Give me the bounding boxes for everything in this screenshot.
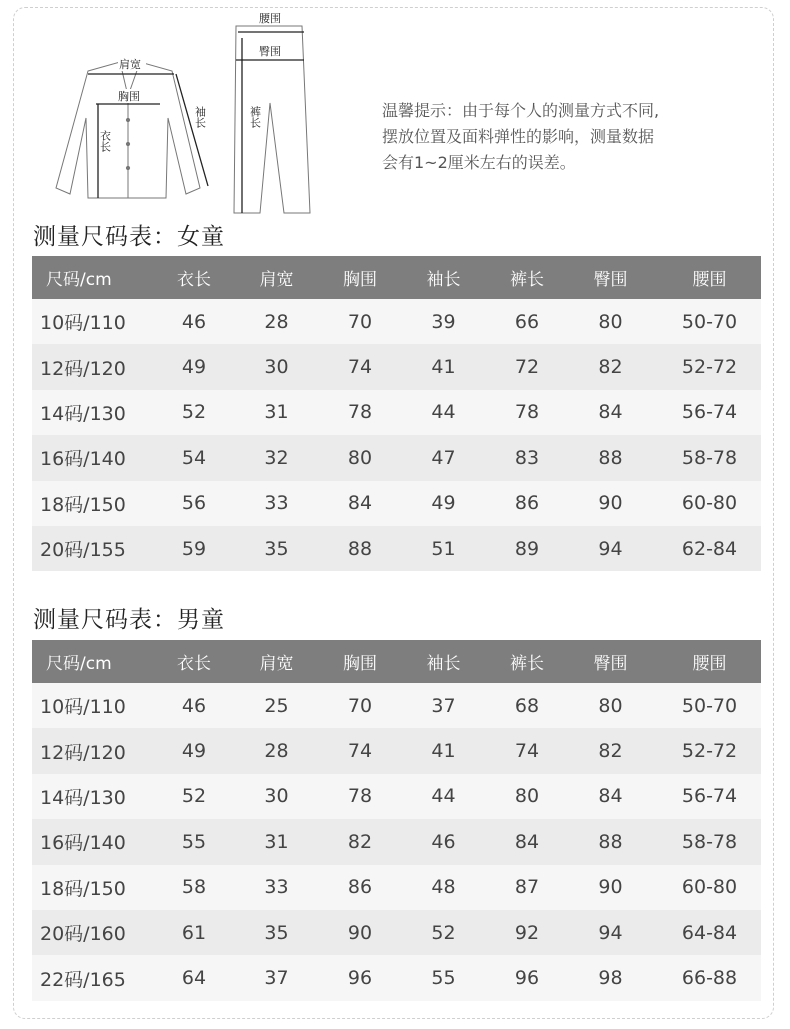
boys-table-title: 测量尺码表：男童 xyxy=(33,607,225,633)
table-row xyxy=(32,774,761,819)
table-cell: 20码/160 xyxy=(40,923,126,946)
table-row xyxy=(32,435,761,480)
column-header: 腰围 xyxy=(692,270,727,290)
table-cell: 60-80 xyxy=(681,492,738,515)
table-cell: 52 xyxy=(181,785,207,808)
table-cell: 44 xyxy=(431,785,456,808)
table-cell: 46 xyxy=(181,310,207,333)
table-row xyxy=(32,955,761,1000)
table-cell: 66 xyxy=(514,310,540,333)
table-cell: 64 xyxy=(181,967,207,990)
table-cell: 18码/150 xyxy=(40,493,126,516)
table-cell: 84 xyxy=(598,401,623,424)
column-header: 胸围 xyxy=(343,654,377,674)
table-cell: 48 xyxy=(431,876,456,899)
table-cell: 50-70 xyxy=(681,310,738,333)
table-row xyxy=(32,728,761,773)
table-row xyxy=(32,344,761,389)
table-cell: 58-78 xyxy=(681,830,738,853)
table-cell: 56-74 xyxy=(681,401,738,424)
table-cell: 72 xyxy=(514,356,540,379)
table-row xyxy=(32,526,761,571)
column-header: 裤长 xyxy=(510,654,544,674)
column-header: 衣长 xyxy=(177,654,211,674)
table-row xyxy=(32,910,761,955)
table-cell: 18码/150 xyxy=(40,877,126,900)
table-cell: 80 xyxy=(598,694,623,717)
table-cell: 70 xyxy=(347,694,373,717)
table-cell: 80 xyxy=(598,310,623,333)
table-cell: 14码/130 xyxy=(40,402,126,425)
table-cell: 94 xyxy=(598,537,623,560)
table-cell: 12码/120 xyxy=(40,357,126,380)
label-chest: 胸围 xyxy=(118,90,140,103)
table-cell: 89 xyxy=(514,537,540,560)
table-cell: 62-84 xyxy=(681,537,738,560)
table-cell: 92 xyxy=(514,921,540,944)
table-cell: 87 xyxy=(514,876,540,899)
table-cell: 52 xyxy=(181,401,207,424)
table-cell: 90 xyxy=(598,492,623,515)
table-cell: 39 xyxy=(431,310,456,333)
label-shoulder: 肩宽 xyxy=(119,58,141,71)
column-header: 裤长 xyxy=(510,270,544,290)
table-cell: 80 xyxy=(347,446,373,469)
table-cell: 98 xyxy=(598,967,623,990)
column-header: 臀围 xyxy=(593,654,628,674)
table-cell: 90 xyxy=(347,921,373,944)
table-cell: 52 xyxy=(431,921,456,944)
table-cell: 25 xyxy=(264,694,289,717)
table-cell: 50-70 xyxy=(681,694,738,717)
table-cell: 84 xyxy=(347,492,373,515)
table-cell: 49 xyxy=(181,740,207,763)
table-cell: 46 xyxy=(431,830,456,853)
table-cell: 59 xyxy=(181,537,207,560)
table-cell: 35 xyxy=(264,537,289,560)
table-header-row xyxy=(32,640,761,683)
table-cell: 30 xyxy=(264,785,289,808)
table-cell: 49 xyxy=(181,356,207,379)
table-cell: 37 xyxy=(264,967,289,990)
girls-size-table xyxy=(32,256,761,571)
table-cell: 20码/155 xyxy=(40,539,126,562)
table-cell: 60-80 xyxy=(681,876,738,899)
table-cell: 33 xyxy=(264,876,289,899)
table-header-row xyxy=(32,256,761,299)
table-cell: 82 xyxy=(347,830,373,853)
table-cell: 96 xyxy=(347,967,373,990)
table-cell: 64-84 xyxy=(681,921,738,944)
table-cell: 10码/110 xyxy=(40,312,126,335)
table-row xyxy=(32,819,761,864)
column-header: 尺码/cm xyxy=(46,270,112,290)
table-row xyxy=(32,865,761,910)
label-sleeve: 袖长 xyxy=(193,106,207,128)
label-waist: 腰围 xyxy=(259,12,281,25)
sleeve-line xyxy=(176,74,208,186)
table-cell: 28 xyxy=(264,310,289,333)
table-cell: 56 xyxy=(181,492,207,515)
tip-line: 摆放位置及面料弹性的影响，测量数据 xyxy=(382,127,655,146)
table-cell: 14码/130 xyxy=(40,786,126,809)
tip-line: 会有1~2厘米左右的误差。 xyxy=(382,153,576,172)
table-cell: 56-74 xyxy=(681,785,738,808)
table-row xyxy=(32,481,761,526)
table-cell: 90 xyxy=(598,876,623,899)
label-hip: 臀围 xyxy=(259,45,281,58)
table-cell: 58-78 xyxy=(681,446,738,469)
column-header: 肩宽 xyxy=(259,270,294,290)
table-cell: 31 xyxy=(264,401,289,424)
column-header: 胸围 xyxy=(343,270,377,290)
table-cell: 35 xyxy=(264,921,289,944)
table-cell: 22码/165 xyxy=(40,968,126,991)
table-row xyxy=(32,299,761,344)
table-cell: 32 xyxy=(264,446,289,469)
table-cell: 55 xyxy=(181,830,207,853)
table-cell: 54 xyxy=(181,446,207,469)
column-header: 尺码/cm xyxy=(46,654,112,674)
table-row xyxy=(32,390,761,435)
table-cell: 88 xyxy=(598,446,623,469)
table-cell: 49 xyxy=(431,492,456,515)
table-cell: 70 xyxy=(347,310,373,333)
table-cell: 46 xyxy=(181,694,207,717)
table-cell: 44 xyxy=(431,401,456,424)
table-cell: 41 xyxy=(431,740,456,763)
table-cell: 86 xyxy=(347,876,373,899)
table-cell: 12码/120 xyxy=(40,741,126,764)
table-row xyxy=(32,683,761,728)
measurement-tip xyxy=(382,98,732,176)
table-cell: 52-72 xyxy=(681,740,738,763)
measurement-diagram xyxy=(40,8,340,223)
table-cell: 96 xyxy=(514,967,540,990)
table-cell: 31 xyxy=(264,830,289,853)
table-cell: 78 xyxy=(514,401,540,424)
table-cell: 68 xyxy=(514,694,540,717)
table-cell: 78 xyxy=(347,401,373,424)
table-cell: 80 xyxy=(514,785,540,808)
table-cell: 78 xyxy=(347,785,373,808)
table-cell: 33 xyxy=(264,492,289,515)
column-header: 臀围 xyxy=(593,270,628,290)
table-cell: 88 xyxy=(347,537,373,560)
table-cell: 74 xyxy=(514,740,540,763)
table-cell: 55 xyxy=(431,967,456,990)
table-cell: 16码/140 xyxy=(40,448,126,471)
column-header: 衣长 xyxy=(177,270,211,290)
table-cell: 16码/140 xyxy=(40,832,126,855)
table-cell: 74 xyxy=(347,740,373,763)
table-cell: 66-88 xyxy=(681,967,738,990)
table-cell: 82 xyxy=(598,740,623,763)
table-cell: 51 xyxy=(431,537,456,560)
table-cell: 28 xyxy=(264,740,289,763)
column-header: 腰围 xyxy=(692,654,727,674)
label-pants-length: 裤长 xyxy=(248,106,262,128)
table-cell: 41 xyxy=(431,356,456,379)
table-cell: 52-72 xyxy=(681,356,738,379)
table-cell: 88 xyxy=(598,830,623,853)
column-header: 袖长 xyxy=(426,270,461,290)
tip-line: 温馨提示：由于每个人的测量方式不同, xyxy=(382,101,660,120)
table-cell: 86 xyxy=(514,492,540,515)
table-cell: 94 xyxy=(598,921,623,944)
table-cell: 30 xyxy=(264,356,289,379)
column-header: 肩宽 xyxy=(259,654,294,674)
table-cell: 10码/110 xyxy=(40,696,126,719)
table-cell: 84 xyxy=(598,785,623,808)
table-cell: 47 xyxy=(431,446,456,469)
table-cell: 83 xyxy=(514,446,540,469)
boys-size-table xyxy=(32,640,761,1001)
column-header: 袖长 xyxy=(426,654,461,674)
table-cell: 74 xyxy=(347,356,373,379)
table-cell: 61 xyxy=(181,921,207,944)
table-cell: 82 xyxy=(598,356,623,379)
table-cell: 84 xyxy=(514,830,540,853)
table-cell: 37 xyxy=(431,694,456,717)
girls-table-title: 测量尺码表：女童 xyxy=(33,224,225,250)
table-cell: 58 xyxy=(181,876,207,899)
label-length: 衣长 xyxy=(98,130,112,152)
